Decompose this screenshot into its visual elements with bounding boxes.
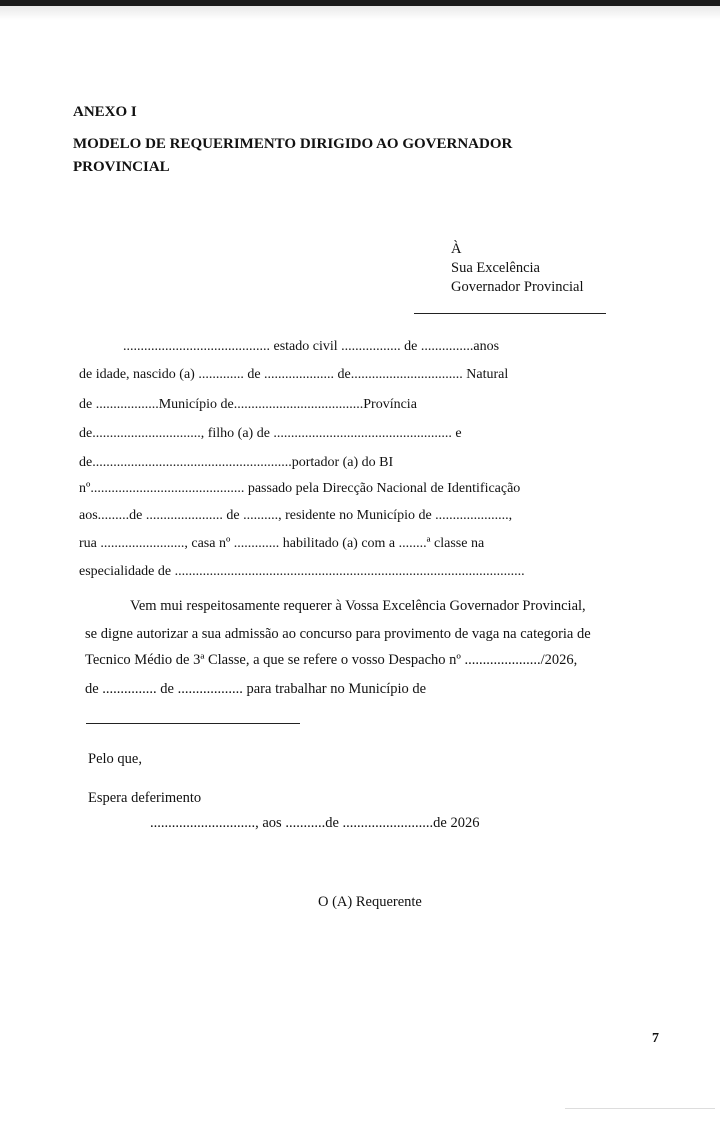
paragraph-line: de ............... de .................. para trabalhar no Município de: [85, 681, 427, 697]
form-line: de ..................Município de.....................................Província: [79, 397, 417, 412]
closing-date-line: ............................., aos ...........de .........................de 2026: [150, 815, 480, 831]
form-line: rua ........................, casa nº ............. habilitado (a) com a ........ª classe na: [79, 536, 485, 551]
form-line: nº............................................ passado pela Direcção Nacional de Identificação: [79, 481, 521, 496]
scan-bottom-mark: [565, 1108, 715, 1109]
municipality-blank-rule: [86, 723, 300, 724]
paragraph-line: Tecnico Médio de 3ª Classe, a que se refere o vosso Despacho nº ...................../2026,: [85, 652, 578, 668]
document-title-line-1: MODELO DE REQUERIMENTO DIRIGIDO AO GOVERNADOR: [73, 136, 513, 152]
recipient-block: [451, 240, 583, 297]
paragraph-line: se digne autorizar a sua admissão ao concurso para provimento de vaga na categoria de: [85, 626, 591, 642]
recipient-line-1: À: [451, 241, 462, 257]
scan-page-edge-shadow: [0, 6, 720, 20]
recipient-line-2: Sua Excelência: [451, 260, 540, 276]
form-line: especialidade de ....................................................................................................: [79, 564, 525, 579]
annex-label: ANEXO I: [73, 104, 137, 120]
closing-espera-deferimento: Espera deferimento: [88, 790, 202, 806]
paragraph-line: Vem mui respeitosamente requerer à Vossa Excelência Governador Provincial,: [130, 598, 586, 614]
form-line: .......................................... estado civil ................. de ...............anos: [123, 339, 500, 354]
recipient-line-3: Governador Provincial: [451, 279, 584, 295]
form-line: de.........................................................portador (a) do BI: [79, 455, 394, 470]
form-line: aos.........de ...................... de .........., residente no Município de .....................,: [79, 508, 513, 523]
signature-label: O (A) Requerente: [318, 894, 422, 910]
document-title-line-2: PROVINCIAL: [73, 159, 170, 175]
closing-pelo-que: Pelo que,: [88, 751, 142, 767]
form-line: de idade, nascido (a) ............. de .................... de................................ Natural: [79, 367, 509, 382]
page-number: 7: [652, 1031, 659, 1046]
recipient-signature-rule: [414, 313, 606, 314]
form-line: de..............................., filho (a) de ................................................... e: [79, 426, 462, 441]
document-title: [73, 133, 512, 179]
